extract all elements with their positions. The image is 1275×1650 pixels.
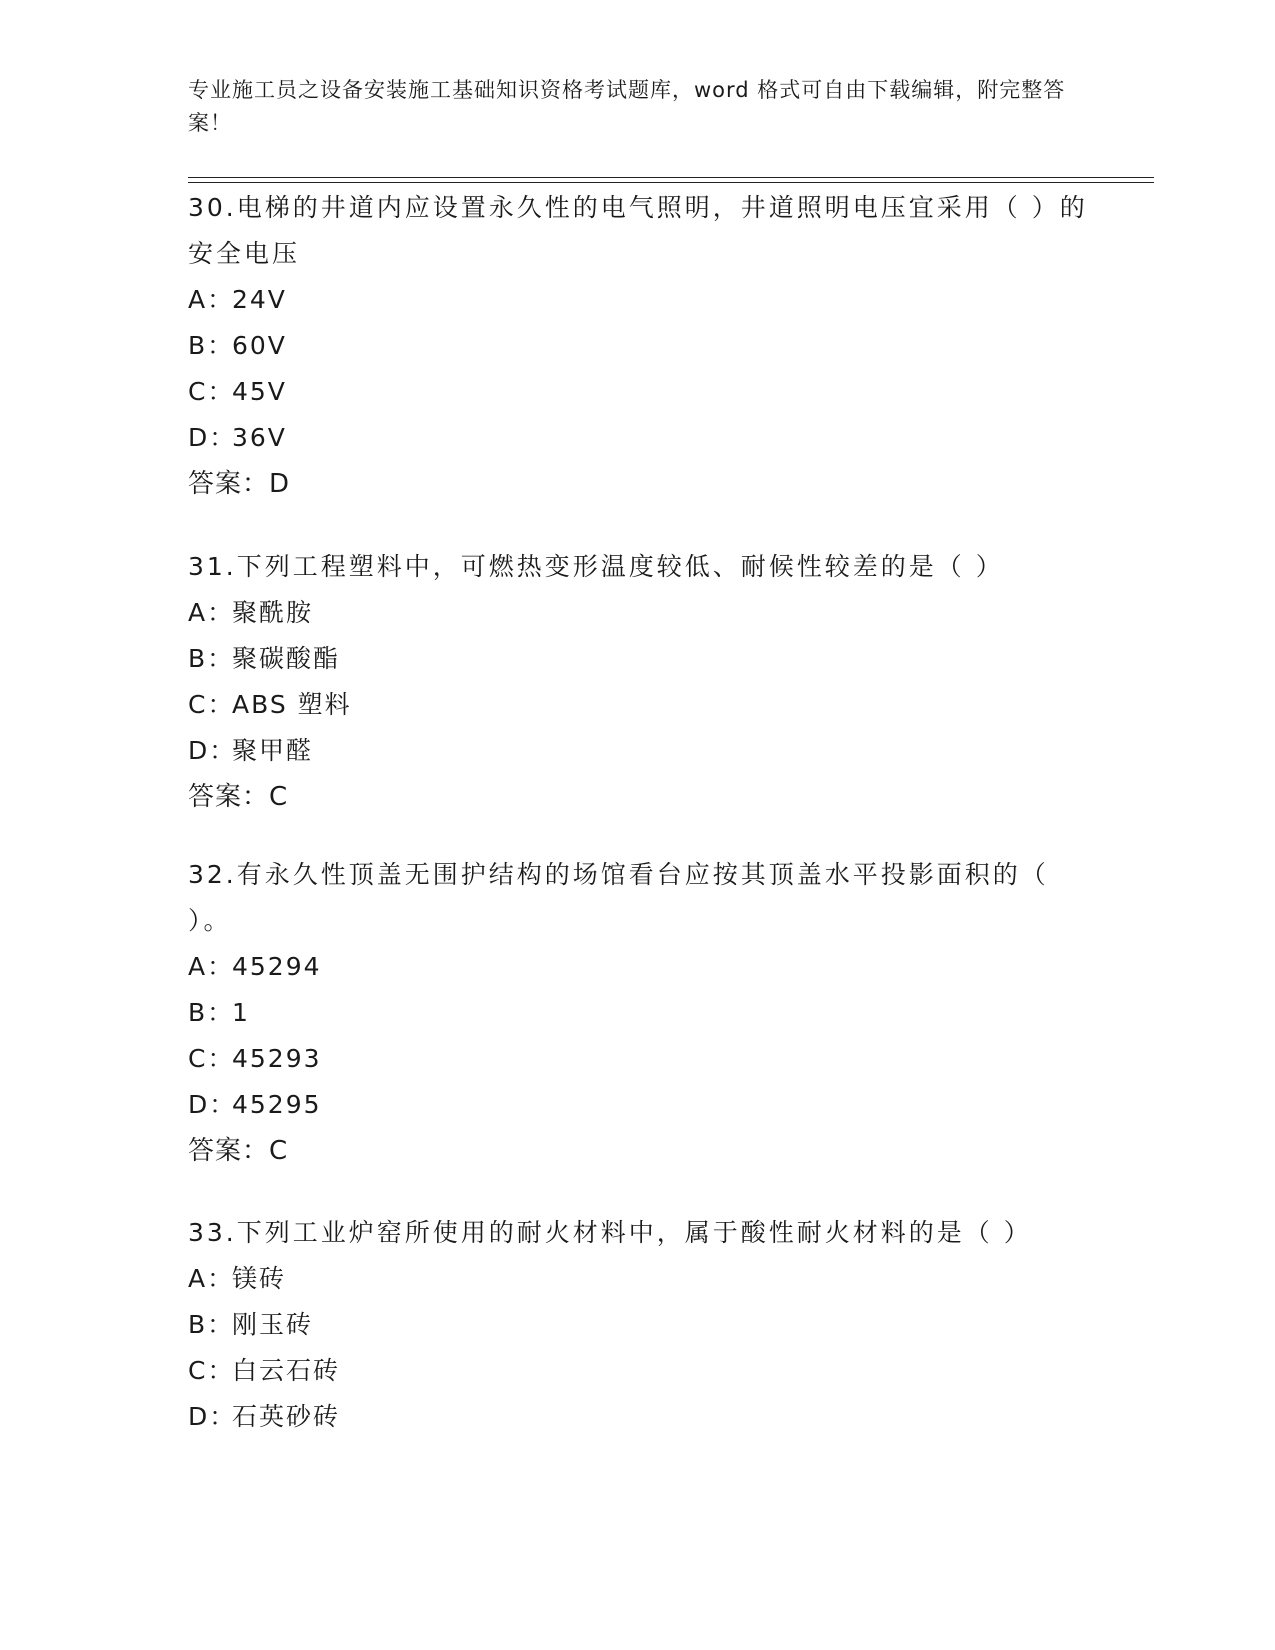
option-c [188, 682, 1088, 728]
option-text: 刚玉砖 [232, 1310, 314, 1339]
option-key: A： [188, 285, 235, 314]
option-key: B： [188, 644, 235, 673]
option-key: A： [188, 1264, 235, 1293]
question-30 [188, 185, 1088, 507]
option-a [188, 277, 1088, 323]
option-c [188, 1348, 1088, 1394]
option-text: 聚酰胺 [232, 598, 314, 627]
option-b [188, 990, 1088, 1036]
header-divider-bottom [188, 182, 1154, 183]
option-text: 45294 [232, 952, 322, 981]
option-key: D： [188, 736, 237, 765]
option-b [188, 323, 1088, 369]
option-a [188, 590, 1088, 636]
header-divider-top [188, 177, 1154, 178]
option-text: 聚碳酸酯 [232, 644, 341, 673]
option-b [188, 636, 1088, 682]
option-text: 白云石砖 [232, 1356, 341, 1385]
option-key: C： [188, 377, 235, 406]
option-a [188, 1256, 1088, 1302]
option-key: A： [188, 952, 235, 981]
option-key: D： [188, 1090, 237, 1119]
document-intro: 专业施工员之设备安装施工基础知识资格考试题库，word 格式可自由下载编辑，附完整答案！ [188, 78, 1066, 135]
option-text: 石英砂砖 [232, 1402, 341, 1431]
question-stem: 30.电梯的井道内应设置永久性的电气照明，井道照明电压宜采用（ ）的安全电压 [188, 193, 1088, 268]
option-text: 45295 [232, 1090, 322, 1119]
option-key: B： [188, 331, 235, 360]
option-key: B： [188, 1310, 235, 1339]
question-31 [188, 544, 1088, 820]
option-d [188, 1082, 1088, 1128]
option-key: C： [188, 1356, 235, 1385]
option-text: 45V [232, 377, 287, 406]
option-text: 36V [232, 423, 287, 452]
question-stem: 32.有永久性顶盖无围护结构的场馆看台应按其顶盖水平投影面积的（ ）。 [188, 860, 1049, 935]
option-key: D： [188, 423, 237, 452]
answer-line: 答案：C [188, 1136, 289, 1166]
option-text: 聚甲醛 [232, 736, 314, 765]
option-d [188, 1394, 1088, 1440]
option-key: A： [188, 598, 235, 627]
option-text: 镁砖 [232, 1264, 287, 1293]
option-key: C： [188, 690, 235, 719]
option-d [188, 415, 1088, 461]
option-c [188, 1036, 1088, 1082]
option-c [188, 369, 1088, 415]
option-b [188, 1302, 1088, 1348]
question-33 [188, 1210, 1088, 1440]
answer-line: 答案：C [188, 782, 289, 812]
question-stem: 33.下列工业炉窑所使用的耐火材料中，属于酸性耐火材料的是（ ） [188, 1218, 1032, 1247]
option-text: 45293 [232, 1044, 322, 1073]
option-d [188, 728, 1088, 774]
option-key: C： [188, 1044, 235, 1073]
option-text: ABS 塑料 [232, 690, 352, 719]
option-key: B： [188, 998, 235, 1027]
option-text: 60V [232, 331, 287, 360]
question-32 [188, 852, 1088, 1174]
option-text: 1 [232, 998, 250, 1027]
option-text: 24V [232, 285, 287, 314]
question-stem: 31.下列工程塑料中，可燃热变形温度较低、耐候性较差的是（ ） [188, 552, 1004, 581]
option-a [188, 944, 1088, 990]
answer-line: 答案：D [188, 469, 291, 499]
option-key: D： [188, 1402, 237, 1431]
